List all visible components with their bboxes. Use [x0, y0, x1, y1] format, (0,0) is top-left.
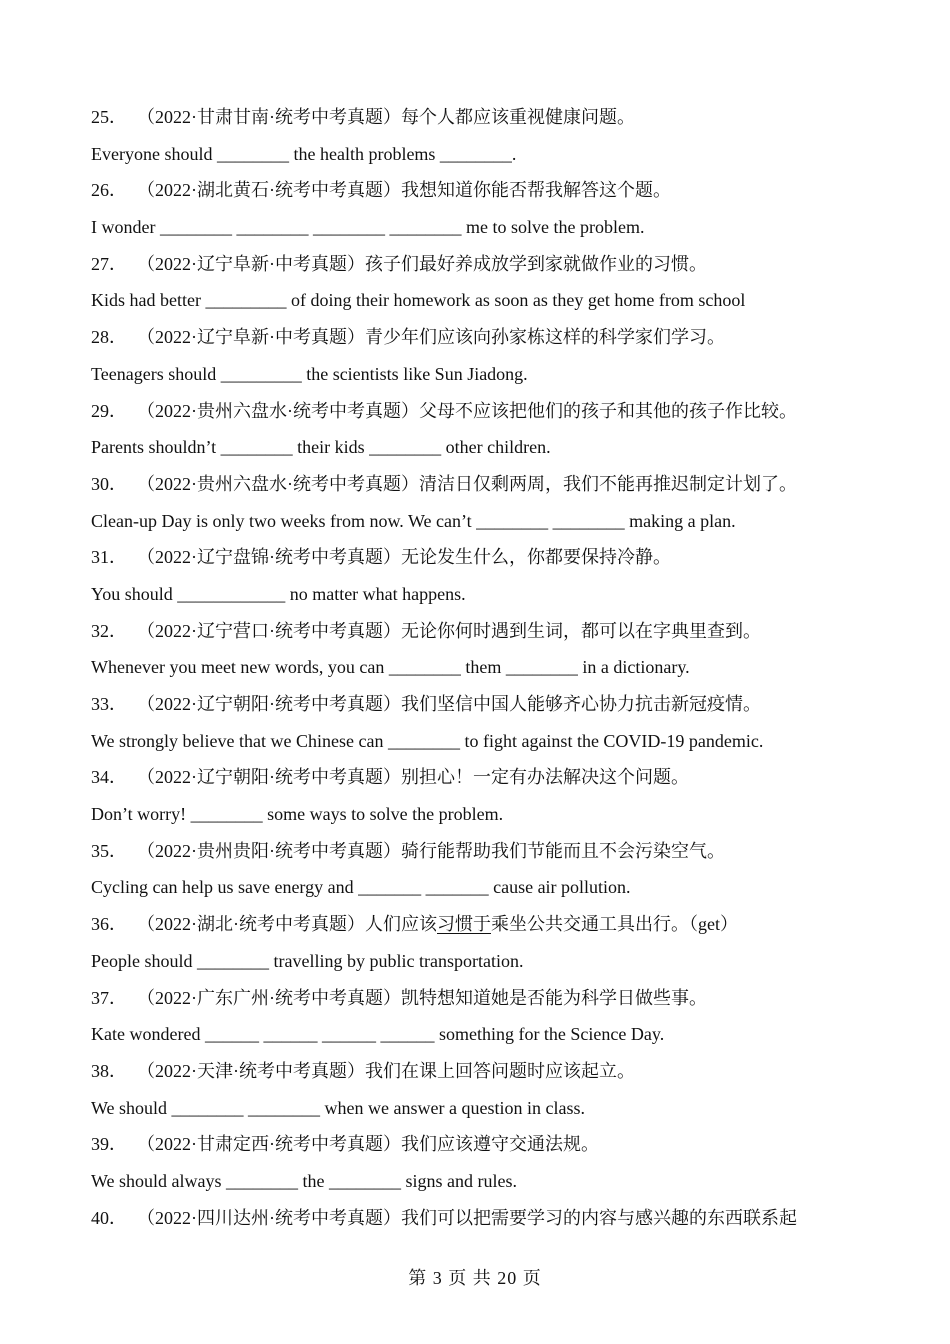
question-38-prompt	[91, 1053, 871, 1090]
question-32-prompt	[91, 613, 871, 650]
question-37-english: Kate wondered ______ ______ ______ ______ something for the Science Day.	[91, 1024, 665, 1045]
question-number: 31．	[91, 547, 127, 568]
question-chinese-before: 人们应该	[365, 914, 437, 935]
question-number: 34．	[91, 767, 127, 788]
question-number: 29．	[91, 400, 127, 421]
question-25-english: Everyone should ________ the health problems ________.	[91, 143, 517, 164]
question-number: 36．	[91, 914, 127, 935]
question-number: 39．	[91, 1134, 127, 1155]
question-33-english: We strongly believe that we Chinese can ________ to fight against the COVID-19 pandemic.	[91, 730, 764, 751]
question-number: 37．	[91, 987, 127, 1008]
question-number: 26．	[91, 180, 127, 201]
question-38-english: We should ________ ________ when we answer a question in class.	[91, 1097, 585, 1118]
question-source: （2022·湖北黄石·统考中考真题）	[137, 180, 401, 201]
question-34-english: Don’t worry! ________ some ways to solve the problem.	[91, 804, 504, 825]
question-26-prompt	[91, 172, 871, 209]
question-28-english: Teenagers should _________ the scientists like Sun Jiadong.	[91, 363, 528, 384]
question-chinese: 无论你何时遇到生词，都可以在字典里查到。	[401, 620, 761, 641]
question-source: （2022·甘肃甘南·统考中考真题）	[137, 107, 401, 127]
question-chinese: 别担心！一定有办法解决这个问题。	[401, 767, 689, 788]
question-number: 35．	[91, 840, 127, 861]
question-number: 27．	[91, 253, 127, 274]
question-chinese-after: 乘坐公共交通工具出行。（get）	[491, 914, 738, 935]
question-34-prompt	[91, 759, 871, 796]
question-source: （2022·天津·统考中考真题）	[137, 1060, 365, 1081]
question-chinese: 骑行能帮助我们节能而且不会污染空气。	[401, 840, 725, 861]
question-source: （2022·四川达州·统考中考真题）	[137, 1207, 401, 1228]
question-source: （2022·辽宁阜新·中考真题）	[137, 253, 365, 274]
question-source: （2022·辽宁朝阳·统考中考真题）	[137, 767, 401, 788]
question-31-prompt	[91, 539, 871, 576]
question-40-prompt	[91, 1200, 871, 1237]
question-chinese: 我们应该遵守交通法规。	[401, 1134, 599, 1155]
question-30-english: Clean-up Day is only two weeks from now. We can’t ________ ________ making a plan.	[91, 510, 736, 531]
question-source: （2022·甘肃定西·统考中考真题）	[137, 1134, 401, 1155]
question-33-prompt	[91, 686, 871, 723]
question-source: （2022·辽宁营口·统考中考真题）	[137, 620, 401, 641]
question-35-english: Cycling can help us save energy and _______ _______ cause air pollution.	[91, 877, 631, 898]
page-footer: 第 3 页 共 20 页	[408, 1268, 542, 1288]
question-number: 40．	[91, 1207, 127, 1228]
question-36-english: People should ________ travelling by public transportation.	[91, 950, 524, 971]
question-source: （2022·湖北·统考中考真题）	[137, 914, 365, 935]
question-number: 38．	[91, 1060, 127, 1081]
question-number: 33．	[91, 694, 127, 714]
question-27-english: Kids had better _________ of doing their homework as soon as they get home from school	[91, 290, 746, 311]
question-29-prompt	[91, 393, 871, 430]
question-list	[91, 99, 871, 1236]
question-37-prompt	[91, 980, 871, 1017]
question-31-english: You should ____________ no matter what happens.	[91, 583, 466, 604]
question-27-prompt	[91, 246, 871, 283]
question-chinese: 父母不应该把他们的孩子和其他的孩子作比较。	[419, 400, 797, 421]
question-39-prompt	[91, 1126, 871, 1163]
question-number: 32．	[91, 620, 127, 641]
question-chinese: 孩子们最好养成放学到家就做作业的习惯。	[365, 253, 707, 274]
question-chinese: 无论发生什么，你都要保持冷静。	[401, 547, 671, 568]
question-36-prompt	[91, 906, 871, 943]
question-35-prompt	[91, 833, 871, 870]
question-source: （2022·贵州贵阳·统考中考真题）	[137, 840, 401, 861]
question-source: （2022·辽宁朝阳·统考中考真题）	[137, 694, 401, 714]
question-39-english: We should always ________ the ________ signs and rules.	[91, 1170, 518, 1191]
question-chinese-underlined: 习惯于	[437, 914, 491, 935]
question-chinese: 我们在课上回答问题时应该起立。	[365, 1060, 635, 1081]
question-number: 28．	[91, 327, 127, 348]
question-26-english: I wonder ________ ________ ________ ________ me to solve the problem.	[91, 217, 645, 238]
question-source: （2022·广东广州·统考中考真题）	[137, 987, 401, 1008]
question-28-prompt	[91, 319, 871, 356]
question-chinese: 我想知道你能否帮我解答这个题。	[401, 180, 671, 201]
question-chinese: 我们可以把需要学习的内容与感兴趣的东西联系起	[401, 1207, 797, 1228]
question-chinese: 清洁日仅剩两周，我们不能再推迟制定计划了。	[419, 473, 797, 494]
question-30-prompt	[91, 466, 871, 503]
question-source: （2022·贵州六盘水·统考中考真题）	[137, 400, 419, 421]
question-number: 30．	[91, 473, 127, 494]
question-chinese: 每个人都应该重视健康问题。	[401, 107, 635, 127]
question-source: （2022·贵州六盘水·统考中考真题）	[137, 473, 419, 494]
question-25-prompt	[91, 99, 871, 136]
question-chinese: 青少年们应该向孙家栋这样的科学家们学习。	[365, 327, 725, 348]
question-source: （2022·辽宁盘锦·统考中考真题）	[137, 547, 401, 568]
question-source: （2022·辽宁阜新·中考真题）	[137, 327, 365, 348]
question-chinese: 我们坚信中国人能够齐心协力抗击新冠疫情。	[401, 694, 761, 714]
question-number: 25．	[91, 107, 127, 127]
question-chinese: 凯特想知道她是否能为科学日做些事。	[401, 987, 707, 1008]
question-32-english: Whenever you meet new words, you can ________ them ________ in a dictionary.	[91, 657, 690, 678]
question-29-english: Parents shouldn’t ________ their kids ________ other children.	[91, 437, 551, 458]
